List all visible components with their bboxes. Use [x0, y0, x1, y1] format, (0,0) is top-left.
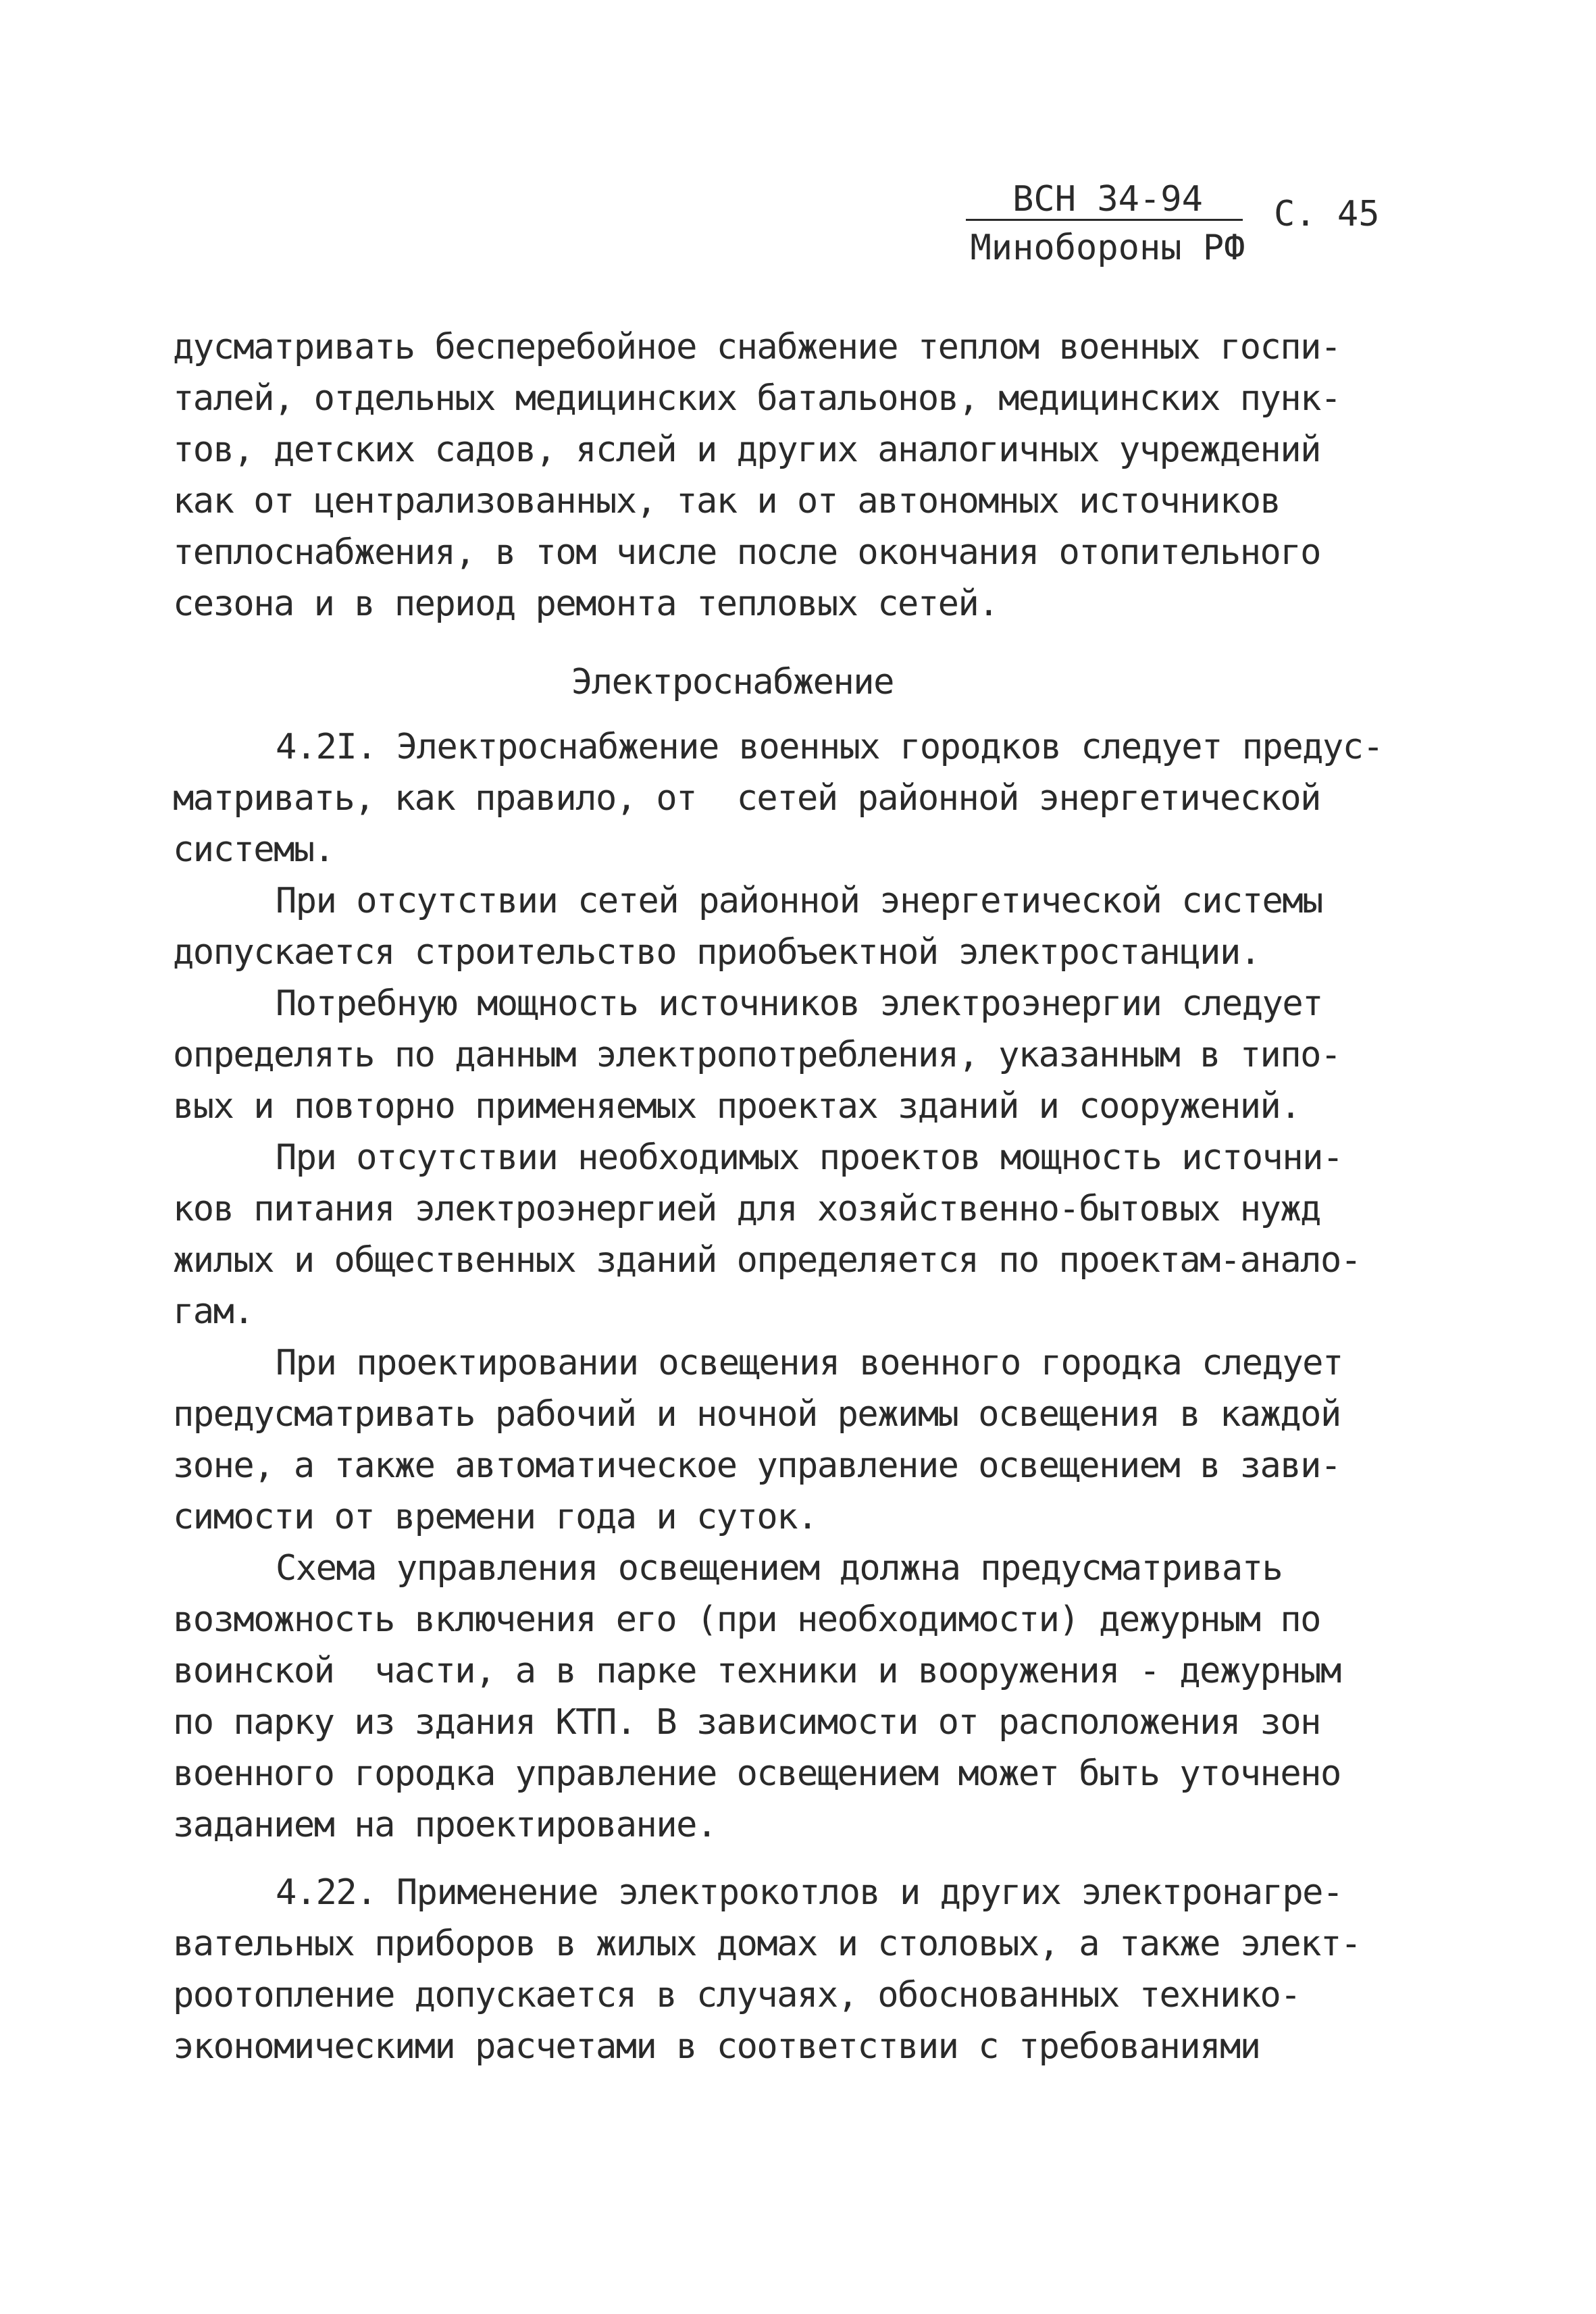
- paragraph-4-21: 4.2I. Электроснабжение военных городков следует предус- матривать, как правило, от сетей районной энергетической системы.: [173, 727, 1383, 870]
- paragraph-absence-networks: При отсутствии сетей районной энергетической системы допускается строительство приобъектной электростанции.: [173, 881, 1322, 973]
- header-rule: [966, 219, 1243, 221]
- section-title: Электроснабжение: [571, 662, 894, 702]
- page-number: С. 45: [1274, 194, 1380, 234]
- paragraph-lighting-control: Схема управления освещением должна предусматривать возможность включения его (при необходимости) дежурным по воинской части, а в парке техники и вооружения - дежурным по парку из здания КТП. В зависимости от расположения зон военного городка управление освещением может быть уточнено заданием на проектирование.: [173, 1548, 1341, 1845]
- document-body: [173, 322, 1456, 2072]
- paragraph-required-power: Потребную мощность источников электроэнергии следует определять по данным электропотребления, указанным в типо- вых и повторно применяемых проектах зданий и сооружений.: [173, 983, 1341, 1127]
- paragraph-continuation: дусматривать бесперебойное снабжение теплом военных госпи- талей, отдельных медицинских батальонов, медицинских пунк- тов, детских садов, яслей и других аналогичных учреждений как от централизованных, так и от автономных источников теплоснабжения, в том числе после окончания отопительного сезона и в период ремонта тепловых сетей.: [173, 327, 1341, 624]
- issuing-organization: Минобороны РФ: [970, 228, 1245, 268]
- document-code: ВСН 34-94: [1012, 179, 1203, 220]
- page-header: [966, 177, 1398, 278]
- paragraph-4-22: 4.22. Применение электрокотлов и других электронагре- вательных приборов в жилых домах и столовых, а также элект- роотопление допускается в случаях, обоснованных технико- экономическими расчетами в соответствии с требованиями: [173, 1872, 1361, 2067]
- paragraph-lighting-design: При проектировании освещения военного городка следует предусматривать рабочий и ночной режимы освещения в каждой зоне, а также автоматическое управление освещением в зави- симости от времени года и суток.: [173, 1343, 1343, 1537]
- paragraph-absence-projects: При отсутствии необходимых проектов мощность источни- ков питания электроэнергией для хозяйственно-бытовых нужд жилых и общественных зданий определяется по проектам-анало- гам.: [173, 1137, 1361, 1332]
